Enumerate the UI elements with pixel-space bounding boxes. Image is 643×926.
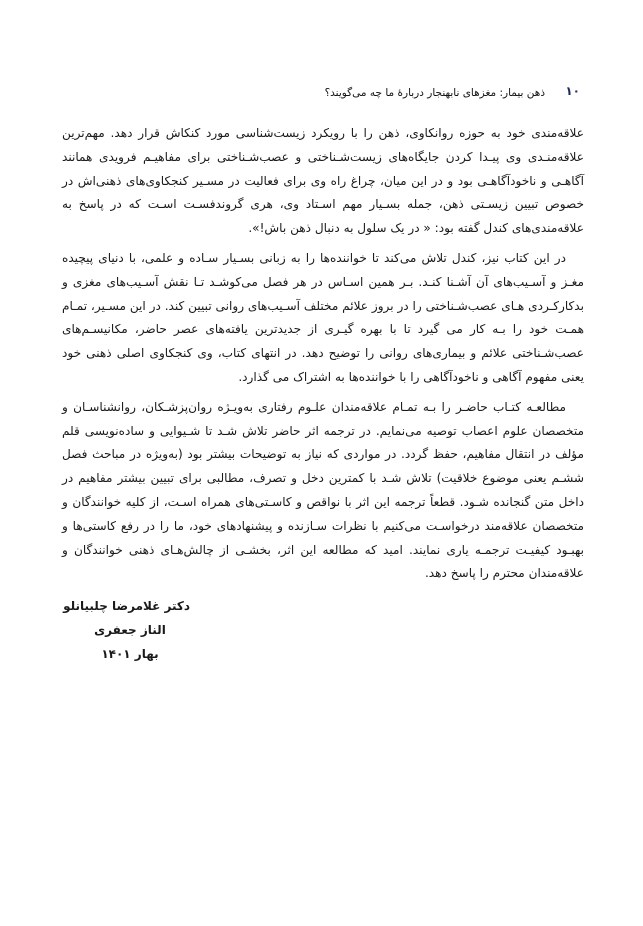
translator-1-name: دکتر غلامرضا چلبیانلو (63, 599, 190, 613)
running-title: ذهن بیمار: مغزهای نابهنجار دربارهٔ ما چه می‌گویند؟ (324, 87, 545, 99)
paragraph-1: علاقه‌مندی خود به حوزه روانکاوی، ذهن را با رویکرد زیست‌شناسی مورد کنکاش قرار دهد. مهم‌ترین علاقه‌منـدی وی پیـدا کردن جایگاه‌های زیست‌شـناختی و عصب‌شـناختی برای مفاهیـم فرویدی همانند آگاهـی و ناخودآگاهـی بود و در این میان، چراغ راه وی برای فعالیت در مسـیر کنجکاوی‌های ذهنی‌اش در خصوص تبیین زیسـتی ذهن، جمله بسـیار مهم اسـتاد وی، هری گروندفسـت اسـت که در پاسخ به علاقه‌مندی‌های کندل گفته بود: « در یک سلول به دنبال ذهن باش!». (62, 126, 584, 236)
translator-2-name: الناز جعفری (94, 623, 166, 637)
signature-date: بهار ۱۴۰۱ (101, 647, 159, 661)
paragraph-3: مطالعـه کتـاب حاضـر را بـه تمـام علاقه‌مندان علـوم رفتاری به‌ویـژه روان‌پزشـکان، روانشناسـان و متخصصان علوم اعصاب توصیه می‌نمایم. در ترجمه اثر حاضر تلاش شـد تا شـیوایی و ساده‌نویسی قلم مؤلف در انتقال مفاهیم، حفظ گردد. در مواردی که نیاز به توضیحات بیشتر بود (به‌ویژه در مباحث فصل ششـم یعنی موضوع خلاقیت) تلاش شـد با کمترین دخل و تصرف، مطالبی برای تبیین بیشتر مفاهیم در داخل متن گنجانده شـود. قطعاً ترجمه این اثر با نواقص و کاسـتی‌های همراه اسـت، از کلیه خوانندگان و متخصصان علاقه‌مند درخواسـت می‌کنیم با نظرات سـازنده و پیشنهادهای خود، ما را در رفع کاستی‌ها و بهبـود کیفیـت ترجمـه یاری نمایند. امید که مطالعه این اثر، بخشـی از چالش‌هـای ذهنی خوانندگان و علاقه‌مندان محترم را پاسخ دهد. (62, 399, 584, 581)
paragraph-2: در این کتاب نیز، کندل تلاش می‌کند تا خواننده‌ها را به زبانی بسـیار سـاده و علمی، با دنیای پیچیده مغـز و آسـیب‌های آن آشـنا کنـد. بـر همین اسـاس در هر فصل می‌کوشـد تـا نقش آسـیب‌های مغزی و بدکارکـردی هـای عصب‌شـناختی را در بروز علائم مختلف آسـیب‌های روانی تبیین کند. در این مسـیر، تمـام همـت خود را بـه کار می‌ گیرد تا با بهره‌ گیـری از جدیدترین یافته‌های عصر حاضر، مکانیسـم‌های عصب‌شـناختی علائم و بیماری‌های روانی را توضیح دهد. در انتهای کتاب، وی کنجکاوی اصلی ذهنی خود یعنی مفهوم آگاهی و ناخودآگاهی را با خواننده‌ها به اشتراک می‌ گذارد. (62, 250, 584, 384)
page-number: ۱۰ (565, 84, 580, 98)
preface-body (62, 122, 584, 592)
running-header (324, 84, 545, 102)
signature-block (63, 594, 190, 666)
